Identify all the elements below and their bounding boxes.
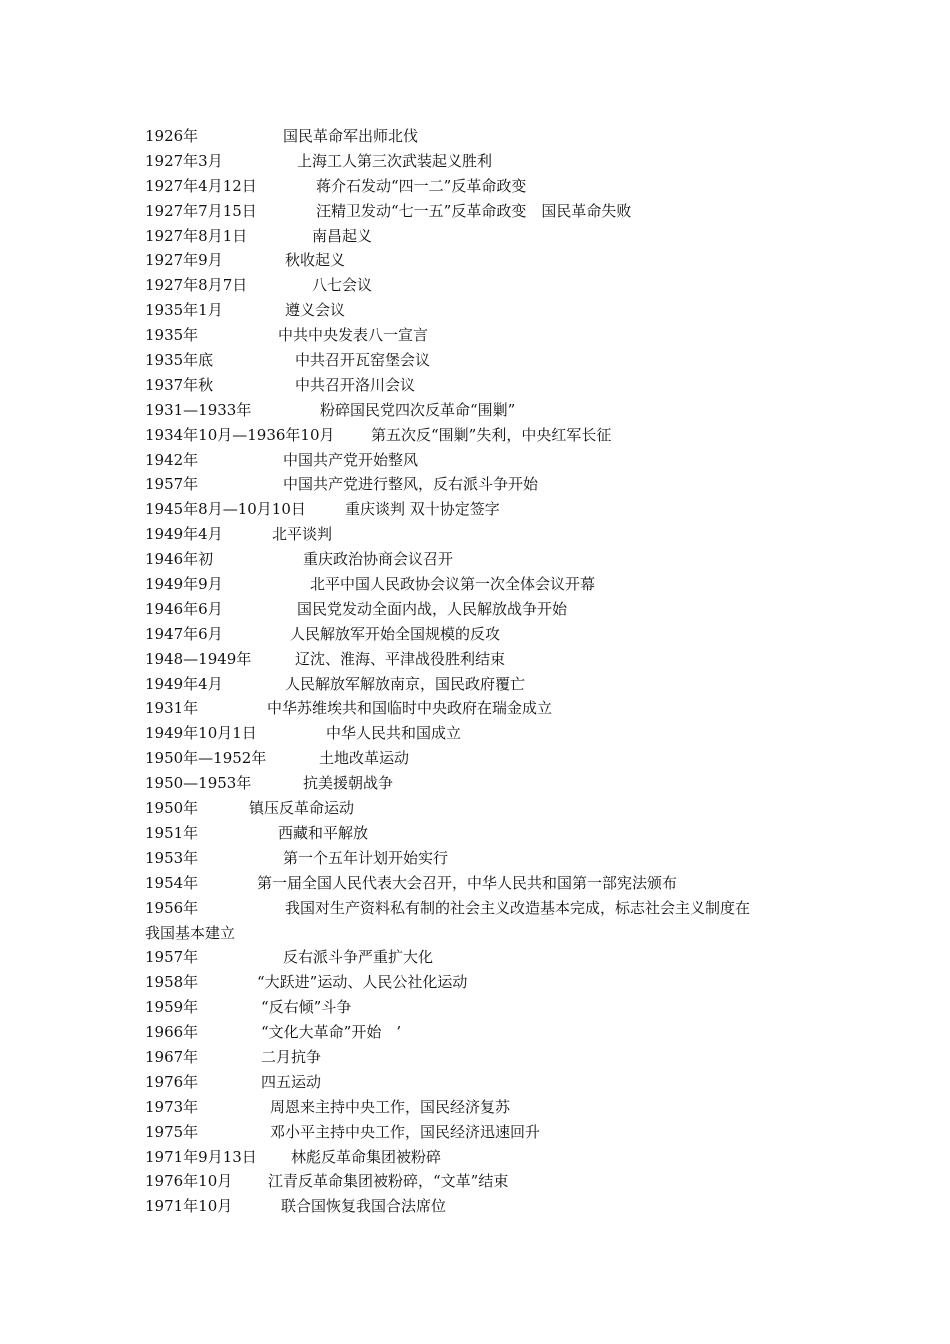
event-date: 1942年 (145, 450, 199, 469)
timeline-row (145, 522, 825, 547)
event-date: 1937年秋 (145, 375, 214, 394)
event-date: 1947年6月 (145, 624, 223, 643)
event-date: 1927年3月 (145, 151, 223, 170)
event-date: 1927年8月7日 (145, 276, 248, 295)
event-description: 周恩来主持中央工作，国民经济复苏 (270, 1097, 511, 1116)
event-description: 我国对生产资料私有制的社会主义改造基本完成，标志社会主义制度在 (285, 898, 751, 917)
event-description: 联合国恢复我国合法席位 (281, 1197, 447, 1216)
event-description: 第一个五年计划开始实行 (283, 848, 449, 867)
event-description: 中国共产党开始整风 (283, 450, 419, 469)
event-description: 南昌起义 (312, 226, 373, 245)
event-date: 1954年 (145, 873, 199, 892)
event-date: 1950年 (145, 799, 199, 818)
event-description: 蒋介石发动“四一二”反革命政变 (316, 176, 527, 195)
event-description: 人民解放军开始全国规模的反攻 (290, 624, 501, 643)
event-description: 重庆谈判 双十协定签字 (345, 500, 500, 519)
timeline-row (145, 1169, 825, 1194)
timeline-row (145, 497, 825, 522)
event-date: 1971年9月13日 (145, 1147, 257, 1166)
event-description: 西藏和平解放 (278, 823, 369, 842)
event-date: 1949年4月 (145, 525, 223, 544)
event-description: 遵义会议 (285, 301, 346, 320)
timeline-row (145, 448, 825, 473)
timeline-row (145, 945, 825, 970)
timeline-row (145, 1120, 825, 1145)
timeline-row (145, 398, 825, 423)
event-description: 第五次反“围剿”失利，中央红军长征 (371, 425, 612, 444)
event-date: 1946年6月 (145, 599, 223, 618)
event-date: 1927年9月 (145, 251, 223, 270)
event-date: 1927年7月15日 (145, 201, 257, 220)
event-description: 汪精卫发动“七一五”反革命政变 国民革命失败 (316, 201, 632, 220)
timeline-row (145, 124, 825, 149)
timeline-row (145, 1145, 825, 1170)
timeline-row (145, 796, 825, 821)
event-date: 1949年4月 (145, 674, 223, 693)
event-date: 1935年 (145, 326, 199, 345)
event-description: 北平谈判 (272, 525, 333, 544)
event-description: 中共召开洛川会议 (295, 375, 416, 394)
timeline-row (145, 647, 825, 672)
event-date: 1948—1949年 (145, 649, 252, 668)
event-date: 1976年10月 (145, 1172, 233, 1191)
timeline-row (145, 348, 825, 373)
event-description: 上海工人第三次武装起义胜利 (297, 151, 493, 170)
timeline-row (145, 1194, 825, 1219)
event-date: 1927年8月1日 (145, 226, 248, 245)
event-date: 1931年 (145, 699, 199, 718)
timeline-row (145, 423, 825, 448)
timeline-row (145, 1095, 825, 1120)
event-date: 1950—1953年 (145, 774, 252, 793)
event-description: 四五运动 (261, 1072, 322, 1091)
event-description: 重庆政治协商会议召开 (303, 550, 454, 569)
event-date: 1926年 (145, 127, 199, 145)
event-description: 八七会议 (312, 276, 373, 295)
event-date: 1950年—1952年 (145, 749, 267, 768)
event-date: 1949年10月1日 (145, 724, 257, 743)
event-date: 1951年 (145, 823, 199, 842)
timeline-row (145, 746, 825, 771)
event-description: 中共召开瓦窑堡会议 (295, 351, 431, 370)
timeline-list (145, 124, 825, 1219)
timeline-row (145, 597, 825, 622)
event-date: 1959年 (145, 998, 199, 1017)
event-description: “文化大革命”开始 ’ (261, 1023, 402, 1042)
event-date: 1945年8月—10月10日 (145, 500, 306, 519)
timeline-row (145, 821, 825, 846)
timeline-row (145, 199, 825, 224)
event-date: 1935年1月 (145, 301, 223, 320)
event-date: 1927年4月12日 (145, 176, 257, 195)
event-description: 第一届全国人民代表大会召开，中华人民共和国第一部宪法颁布 (257, 873, 678, 892)
event-date: 1946年初 (145, 550, 214, 569)
timeline-row (145, 846, 825, 871)
event-description: 中华苏维埃共和国临时中央政府在瑞金成立 (267, 699, 553, 718)
event-description: 中国共产党进行整风，反右派斗争开始 (283, 475, 539, 494)
timeline-row (145, 323, 825, 348)
event-description: 中华人民共和国成立 (326, 724, 462, 743)
event-date: 1958年 (145, 973, 199, 992)
event-description: 秋收起义 (285, 251, 346, 270)
timeline-row (145, 298, 825, 323)
event-description: 粉碎国民党四次反革命“围剿” (320, 400, 516, 419)
timeline-row (145, 472, 825, 497)
event-date: 1953年 (145, 848, 199, 867)
timeline-row (145, 572, 825, 597)
event-description: 江青反革命集团被粉碎，“文革”结束 (268, 1172, 509, 1191)
timeline-row (145, 995, 825, 1020)
event-description: 抗美援朝战争 (303, 774, 394, 793)
event-date: 1967年 (145, 1047, 199, 1066)
event-date: 1957年 (145, 475, 199, 494)
timeline-row (145, 622, 825, 647)
timeline-row (145, 771, 825, 796)
timeline-row (145, 1070, 825, 1095)
event-date: 1957年 (145, 948, 199, 967)
event-date: 1976年 (145, 1072, 199, 1091)
timeline-row (145, 871, 825, 896)
timeline-row (145, 721, 825, 746)
event-description: 辽沈、淮海、平津战役胜利结束 (295, 649, 506, 668)
event-date: 1935年底 (145, 351, 214, 370)
event-description: 国民党发动全面内战，人民解放战争开始 (297, 599, 568, 618)
event-description-continuation: 我国基本建立 (145, 923, 236, 942)
timeline-row (145, 672, 825, 697)
timeline-row (145, 248, 825, 273)
event-date: 1971年10月 (145, 1197, 233, 1216)
timeline-row (145, 547, 825, 572)
event-date: 1973年 (145, 1097, 199, 1116)
event-description: 人民解放军解放南京，国民政府覆亡 (285, 674, 526, 693)
event-description: 土地改革运动 (319, 749, 410, 768)
event-description: 林彪反革命集团被粉碎 (291, 1147, 442, 1166)
event-date: 1966年 (145, 1023, 199, 1042)
timeline-row (145, 1045, 825, 1070)
event-date: 1931—1933年 (145, 400, 252, 419)
timeline-row (145, 224, 825, 249)
event-date: 1934年10月—1936年10月 (145, 425, 335, 444)
timeline-row (145, 149, 825, 174)
timeline-row (145, 174, 825, 199)
event-description: 反右派斗争严重扩大化 (283, 948, 434, 967)
event-description: “大跃进”运动、人民公社化运动 (257, 973, 468, 992)
event-description: 国民革命军出师北伐 (283, 127, 419, 145)
event-description: 中共中央发表八一宣言 (278, 326, 429, 345)
event-description: 邓小平主持中央工作，国民经济迅速回升 (270, 1122, 541, 1141)
event-description: “反右倾”斗争 (261, 998, 352, 1017)
event-description: 二月抗争 (261, 1047, 322, 1066)
timeline-row (145, 896, 825, 946)
timeline-row (145, 1020, 825, 1045)
event-date: 1956年 (145, 898, 199, 917)
timeline-row (145, 273, 825, 298)
event-date: 1949年9月 (145, 575, 223, 594)
timeline-row (145, 373, 825, 398)
event-description: 北平中国人民政协会议第一次全体会议开幕 (310, 575, 596, 594)
event-date: 1975年 (145, 1122, 199, 1141)
event-description: 镇压反革命运动 (249, 799, 355, 818)
timeline-row (145, 970, 825, 995)
timeline-row (145, 696, 825, 721)
